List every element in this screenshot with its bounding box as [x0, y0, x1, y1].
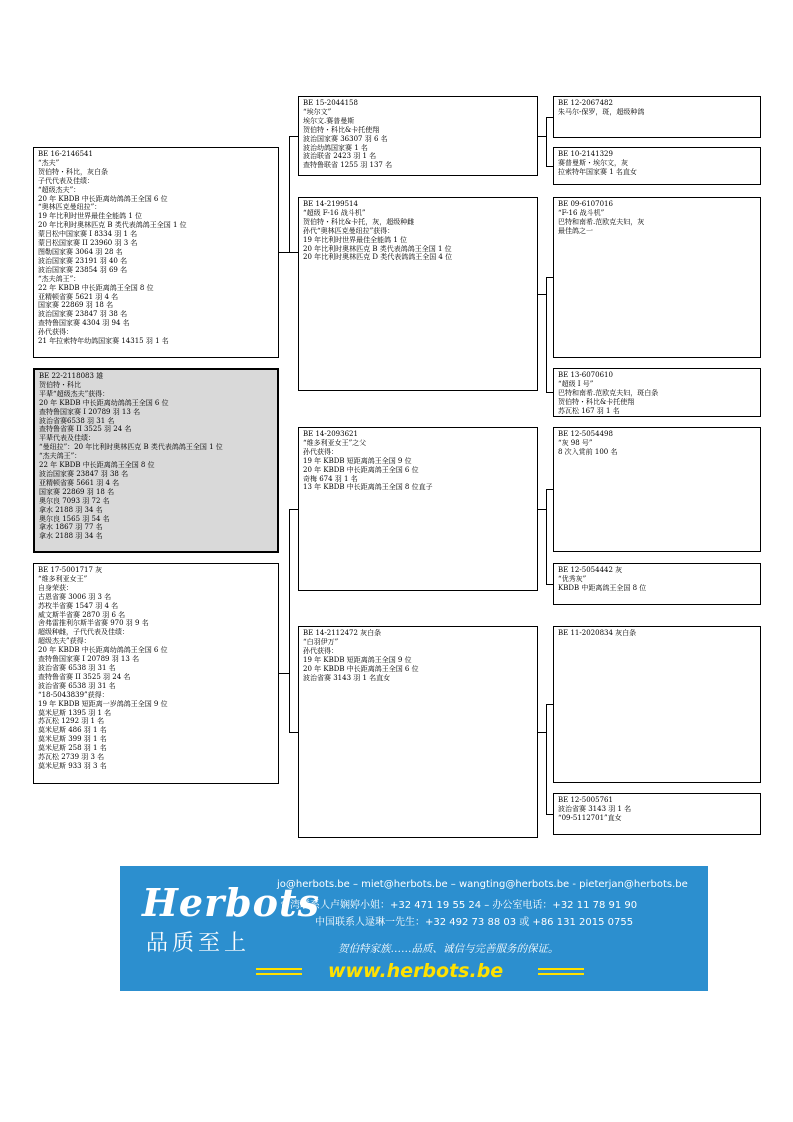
herbots-logo: Herbots [142, 880, 320, 925]
pedigree-line: 波治幼鸽国家赛 1 名 [303, 143, 368, 152]
connector [546, 277, 553, 278]
pedigree-line: 自身荣获： [38, 583, 73, 592]
pedigree-box-dam-sire-dam [553, 563, 761, 605]
connector [546, 814, 553, 815]
decorative-line-left [256, 973, 302, 975]
pedigree-line: 蒙吕松中国家赛 I 8334 羽 1 名 [38, 230, 138, 239]
pedigree-line: 威文斯半省赛 2870 羽 6 名 [38, 610, 126, 619]
pedigree-line: 22 年 KBDB 中长距离鸽王全国 8 位 [38, 283, 154, 292]
pedigree-line: “09-5112701”直女 [558, 813, 622, 822]
ring-number: BE 09-6107016 [558, 200, 613, 208]
pedigree-line: 莫米尼斯 258 羽 1 名 [38, 744, 107, 753]
connector [279, 252, 289, 253]
pedigree-line: 20 年 KBDB 中长距离幼鸽鸽王全国 6 位 [38, 194, 168, 203]
pedigree-line: 巴特和南希.范欧克夫妇，灰 [558, 217, 645, 226]
pedigree-line: “优秀灰” [558, 574, 587, 583]
pedigree-line: 查特鲁国家赛 4304 羽 94 名 [38, 319, 130, 328]
ring-number: BE 15-2044158 [303, 99, 358, 107]
pedigree-line: 22 年 KBDB 中长距离鸽王全国 8 位 [39, 461, 155, 470]
pedigree-line: “杰夫鸽王”： [39, 452, 82, 461]
pedigree-line: 苏瓦松 1292 羽 1 名 [38, 717, 105, 726]
pedigree-line: 平辈代表及佳绩： [39, 434, 95, 443]
pedigree-line: 子代代表及佳绩： [38, 176, 94, 185]
pedigree-line: 19 年 KBDB 短距离一岁鸽鸽王全国 9 位 [38, 699, 168, 708]
ring-number: BE 10-2141329 [558, 150, 613, 158]
connector [289, 136, 290, 252]
banner-website-link[interactable]: www.herbots.be [328, 960, 504, 982]
pedigree-line: 19 年比利时世界最佳全能鸽 1 位 [303, 235, 408, 244]
ring-number: BE 22-2118083 雄 [39, 372, 104, 380]
ring-number: BE 17-5001717 灰 [38, 566, 103, 574]
pedigree-line: “超级 F-16 战斗机” [303, 208, 366, 217]
pedigree-line: 孙代获得： [303, 646, 338, 655]
connector [546, 704, 553, 705]
pedigree-line: 埃尔文.赛普曼斯 [303, 116, 355, 125]
pedigree-box-dam-sire-sire [553, 427, 761, 552]
ring-number: BE 16-2146541 [38, 150, 93, 158]
pedigree-line: “超级杰夫”： [38, 185, 81, 194]
pedigree-line: 波治国家赛 23847 羽 38 名 [38, 310, 128, 319]
pedigree-line: 奥尔良 7093 羽 72 名 [39, 496, 110, 505]
pedigree-line: “灰 98 号” [558, 438, 593, 447]
pedigree-line: 孙代获得： [38, 328, 73, 337]
pedigree-line: 波治国家赛 23847 羽 38 名 [39, 469, 129, 478]
ring-number: BE 14-2093621 [303, 430, 358, 438]
connector [546, 489, 547, 584]
pedigree-line: 孙代“奥林匹克曼纽拉”获得： [303, 226, 395, 235]
pedigree-line: 贺伯特・科比&卡托使翔 [558, 397, 635, 406]
connector [538, 509, 546, 510]
decorative-line-left [256, 968, 302, 970]
pedigree-line: 舍弗雷推利尔斯半省赛 970 羽 9 名 [38, 619, 149, 628]
pedigree-line: 国家赛 22869 羽 18 名 [38, 301, 114, 310]
pedigree-line: “埃尔文” [303, 107, 332, 116]
pedigree-line: 查特鲁联省 1255 羽 137 名 [303, 161, 393, 170]
pedigree-line: 亚精顿省赛 5621 羽 4 名 [38, 292, 119, 301]
pedigree-line: 巴特和南希.范欧克夫妇，斑白条 [558, 388, 659, 397]
pedigree-line: 奇梅 674 羽 1 名 [303, 474, 358, 483]
pedigree-line: “奥林匹克曼纽拉”： [38, 203, 102, 212]
pedigree-box-subject [33, 368, 279, 553]
pedigree-line: 贺伯特・科比&卡托，灰，超级种雌 [303, 217, 415, 226]
pedigree-line: 查特鲁国家赛 I 20789 羽 13 名 [38, 655, 140, 664]
pedigree-line: 20 年 KBDB 中长距离幼鸽鸽王全国 6 位 [39, 398, 169, 407]
pedigree-line: “曼纽拉”：20 年比利时奥林匹克 B 类代表鸽鸽王全国 1 位 [39, 443, 223, 452]
pedigree-line: 苏瓦松 2739 羽 3 名 [38, 753, 105, 762]
pedigree-line: 苏瓦松 167 羽 1 名 [558, 406, 620, 415]
pedigree-line: 波治联省 2423 羽 1 名 [303, 152, 377, 161]
pedigree-line: 超级杰夫”获得： [38, 637, 91, 646]
pedigree-line: 朱马尔-保罗，斑，超级种鸽 [558, 107, 645, 116]
pedigree-line: 古恩省赛 3006 羽 3 名 [38, 592, 112, 601]
pedigree-box-sire-dam-dam [553, 368, 761, 417]
pedigree-line: 图勒国家赛 3064 羽 28 名 [38, 247, 123, 256]
connector [546, 704, 547, 814]
pedigree-line: 奥尔良 1565 羽 54 名 [39, 514, 110, 523]
banner-phone-taiwan: 台湾联系人卢娴婷小姐：+32 471 19 55 24 – 办公室电话：+32 11 78 91 90 [280, 900, 638, 911]
pedigree-line: 20 年 KBDB 中长距离鸽王全国 6 位 [303, 664, 419, 673]
ring-number: BE 12-5005761 [558, 796, 613, 804]
pedigree-box-dam-dam-dam [553, 793, 761, 835]
herbots-banner [120, 866, 708, 991]
ring-number: BE 12-2067482 [558, 99, 613, 107]
pedigree-box-dam [33, 563, 279, 784]
pedigree-line: “杰夫” [38, 158, 60, 167]
connector [546, 584, 553, 585]
pedigree-box-sire-sire [298, 96, 538, 176]
pedigree-line: 波治国家赛 23191 羽 40 名 [38, 256, 128, 265]
pedigree-line: 国家赛 22869 羽 18 名 [39, 487, 115, 496]
pedigree-line: 20 年 KBDB 中长距离幼鸽鸽王全国 6 位 [38, 646, 168, 655]
ring-number: BE 12-5054498 [558, 430, 613, 438]
pedigree-line: 波治省赛6538 羽 31 名 [39, 416, 115, 425]
pedigree-line: 波治省赛 6538 羽 31 名 [38, 681, 116, 690]
pedigree-line: “杰夫鸽王”： [38, 274, 81, 283]
pedigree-line: 蒙吕松国家赛 II 23960 羽 3 名 [38, 239, 138, 248]
pedigree-line: 莫米尼斯 1395 羽 1 名 [38, 708, 112, 717]
connector [546, 166, 553, 167]
connector [546, 117, 547, 166]
pedigree-box-dam-dam-sire [553, 626, 761, 783]
ring-number: BE 12-5054442 灰 [558, 566, 623, 574]
pedigree-line: 超级种雌，子代代表及佳绩： [38, 628, 129, 637]
pedigree-line: 查特鲁省赛 II 3525 羽 24 名 [39, 425, 132, 434]
connector [279, 673, 289, 674]
pedigree-box-sire-dam [298, 197, 538, 391]
connector [289, 509, 290, 732]
pedigree-line: “维多利亚女王” [38, 574, 88, 583]
connector [538, 732, 546, 733]
ring-number: BE 13-6070610 [558, 371, 613, 379]
pedigree-line: 拿水 1867 羽 77 名 [39, 523, 103, 532]
pedigree-line: 20 年比利时奥林匹克 B 类代表鸽鸽王全国 1 位 [303, 244, 452, 253]
pedigree-line: 13 年 KBDB 中长距离鸽王全国 8 位直子 [303, 483, 433, 492]
pedigree-box-sire-sire-sire [553, 96, 761, 138]
banner-emails[interactable]: jo@herbots.be – miet@herbots.be – wangting@herbots.be - pieterjan@herbots.be [277, 879, 688, 890]
pedigree-line: 贺伯特・科比 [39, 380, 81, 389]
pedigree-line: “维多利亚女王”之父 [303, 438, 367, 447]
decorative-line-right [538, 973, 584, 975]
ring-number: BE 11-2020834 灰白条 [558, 629, 637, 637]
decorative-line-right [538, 968, 584, 970]
pedigree-line: 19 年比利时世界最佳全能鸽 1 位 [38, 212, 143, 221]
pedigree-box-sire-sire-dam [553, 147, 761, 185]
pedigree-line: KBDB 中距离鸽王全国 8 位 [558, 583, 647, 592]
connector [289, 509, 298, 510]
pedigree-line: 拿水 2188 羽 34 名 [39, 532, 103, 541]
connector [546, 489, 553, 490]
pedigree-line: 亚精顿省赛 5661 羽 4 名 [39, 478, 120, 487]
connector [546, 392, 553, 393]
banner-phone-china: 中国联系人逯琳一先生：+32 492 73 88 03 或 +86 131 2015 0755 [315, 917, 634, 928]
pedigree-line: 20 年比利时奥林匹克 D 类代表鸽鸽王全国 4 位 [303, 253, 453, 262]
pedigree-box-sire [33, 147, 279, 358]
pedigree-line: 19 年 KBDB 短距离鸽王全国 9 位 [303, 456, 412, 465]
banner-slogan: 品质至上 [146, 931, 251, 956]
pedigree-line: 贺伯特・科比，灰白条 [38, 167, 108, 176]
pedigree-line: 查特鲁国家赛 I 20789 羽 13 名 [39, 407, 141, 416]
pedigree-line: “18-5043839”获得： [38, 690, 109, 699]
ring-number: BE 14-2112472 灰白条 [303, 629, 382, 637]
pedigree-line: 波治国家赛 36307 羽 6 名 [303, 134, 388, 143]
connector [289, 732, 298, 733]
pedigree-line: 拿水 2188 羽 34 名 [39, 505, 103, 514]
pedigree-line: 赛普曼斯・埃尔文，灰 [558, 158, 628, 167]
pedigree-line: 21 年拉索特年幼鸽国家赛 14315 羽 1 名 [38, 337, 169, 346]
ring-number: BE 14-2199514 [303, 200, 358, 208]
pedigree-line: 波治省赛 3143 羽 1 名直女 [303, 673, 391, 682]
pedigree-line: “白羽伊万” [303, 637, 339, 646]
connector [538, 136, 546, 137]
connector [289, 252, 298, 253]
pedigree-line: 贺伯特・科比&卡托使翔 [303, 125, 380, 134]
connector [289, 136, 298, 137]
connector [538, 294, 546, 295]
pedigree-box-dam-dam [298, 626, 538, 838]
banner-tagline: 贺伯特家族……品质、诚信与完善服务的保证。 [338, 943, 559, 955]
pedigree-line: 平辈“超级杰夫”获得： [39, 389, 110, 398]
pedigree-line: 19 年 KBDB 短距离鸽王全国 9 位 [303, 655, 412, 664]
pedigree-line: 波治省赛 6538 羽 31 名 [38, 663, 116, 672]
pedigree-line: 波治省赛 3143 羽 1 名 [558, 804, 632, 813]
pedigree-line: “F-16 战斗机” [558, 208, 605, 217]
pedigree-line: 20 年 KBDB 中长距离鸽王全国 6 位 [303, 465, 419, 474]
pedigree-line: 最佳鸽之一 [558, 226, 593, 235]
pedigree-line: 拉索特年国家赛 1 名直女 [558, 167, 637, 176]
pedigree-line: 莫米尼斯 486 羽 1 名 [38, 726, 107, 735]
connector [546, 117, 553, 118]
pedigree-line: 苏枚半省赛 1547 羽 4 名 [38, 601, 119, 610]
pedigree-line: 20 年比利时奥林匹克 B 类代表鸽鸽王全国 1 位 [38, 221, 187, 230]
pedigree-line: 波治国家赛 23854 羽 69 名 [38, 265, 128, 274]
pedigree-line: 莫米尼斯 933 羽 3 名 [38, 761, 107, 770]
pedigree-line: 孙代获得： [303, 447, 338, 456]
pedigree-line: 查特鲁省赛 II 3525 羽 24 名 [38, 672, 131, 681]
pedigree-box-dam-sire [298, 427, 538, 591]
pedigree-line: “超级 I 号” [558, 379, 594, 388]
pedigree-box-sire-dam-sire [553, 197, 761, 358]
connector [546, 277, 547, 392]
pedigree-line: 莫米尼斯 399 羽 1 名 [38, 735, 107, 744]
pedigree-line: 8 次入赏前 100 名 [558, 447, 618, 456]
